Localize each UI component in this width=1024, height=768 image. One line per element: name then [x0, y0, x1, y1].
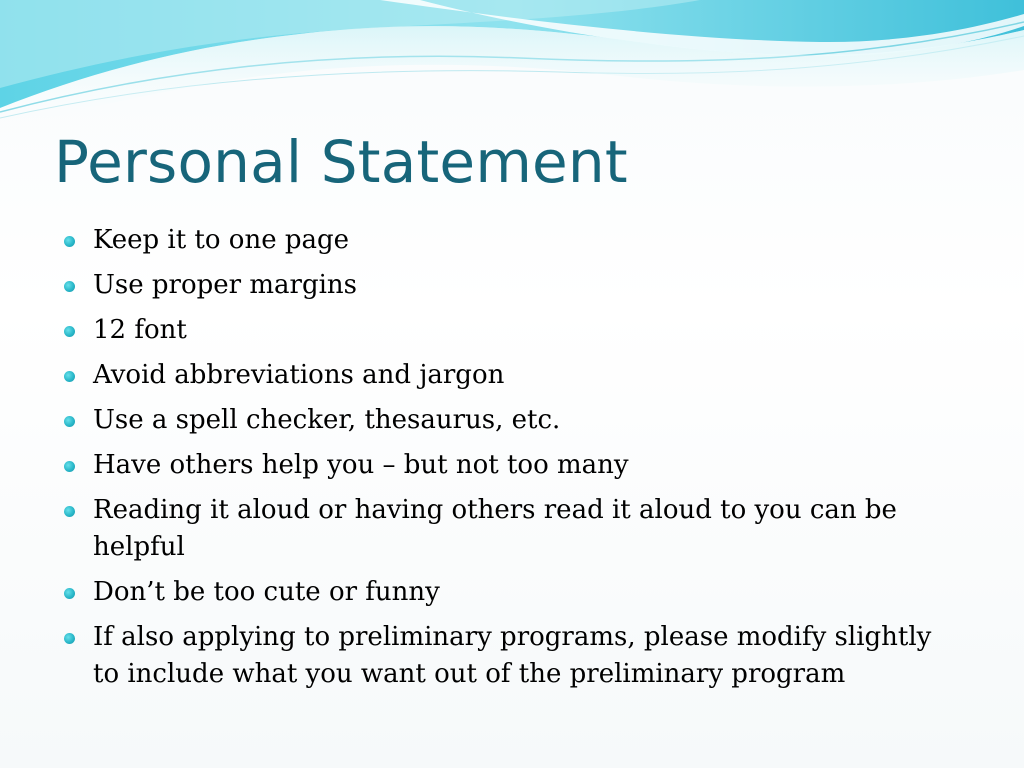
bullet-item [62, 402, 962, 439]
bullet-item [62, 619, 962, 693]
bullet-text: Reading it aloud or having others read it aloud to you can be helpful [93, 495, 897, 562]
bullet-text: If also applying to preliminary programs, please modify slightly to include what you want out of the preliminary program [93, 622, 932, 689]
decorative-wave-banner [0, 0, 1024, 130]
bullet-text: 12 font [93, 315, 187, 345]
slide-title: Personal Statement [54, 128, 628, 196]
bullet-item [62, 312, 962, 349]
bullet-dot-icon [64, 281, 75, 292]
bullet-dot-icon [64, 588, 75, 599]
bullet-dot-icon [64, 461, 75, 472]
bullet-item [62, 574, 962, 611]
bullet-item [62, 492, 962, 566]
bullet-dot-icon [64, 416, 75, 427]
bullet-text: Have others help you – but not too many [93, 450, 629, 480]
bullet-dot-icon [64, 326, 75, 337]
bullet-text: Don’t be too cute or funny [93, 577, 440, 607]
bullet-dot-icon [64, 633, 75, 644]
bullet-text: Use a spell checker, thesaurus, etc. [93, 405, 561, 435]
bullet-text: Keep it to one page [93, 225, 350, 255]
bullet-item [62, 447, 962, 484]
bullet-dot-icon [64, 236, 75, 247]
bullet-dot-icon [64, 506, 75, 517]
bullet-text: Use proper margins [93, 270, 357, 300]
bullet-dot-icon [64, 371, 75, 382]
bullet-item [62, 222, 962, 259]
bullet-text: Avoid abbreviations and jargon [93, 360, 505, 390]
bullet-list [62, 222, 962, 701]
bullet-item [62, 267, 962, 304]
bullet-item [62, 357, 962, 394]
